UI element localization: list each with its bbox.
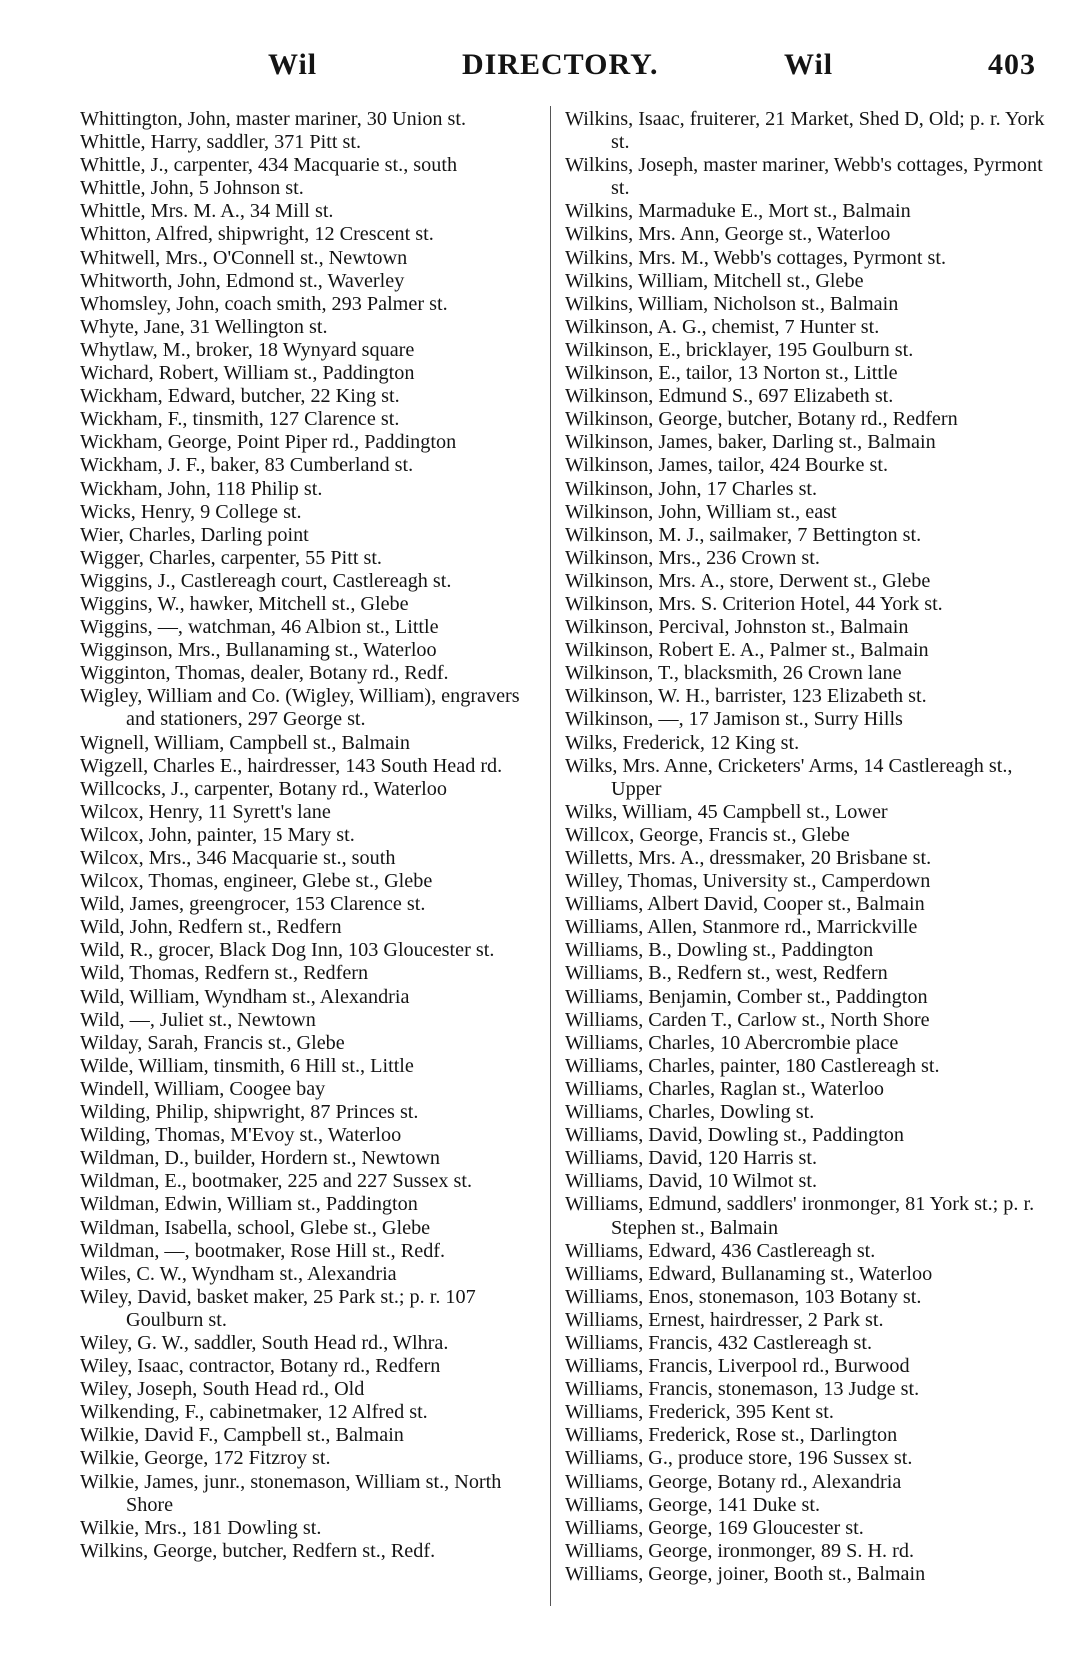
directory-entry: Wilkins, Marmaduke E., Mort st., Balmain [565, 200, 911, 223]
directory-entry: Wilks, William, 45 Campbell st., Lower [565, 800, 888, 823]
directory-entry: Whitwell, Mrs., O'Connell st., Newtown [80, 246, 408, 269]
directory-entry: Wilkinson, James, baker, Darling st., Balmain [565, 431, 936, 454]
directory-entry: Willcocks, J., carpenter, Botany rd., Waterloo [80, 777, 447, 800]
directory-entry: Williams, Charles, painter, 180 Castlereagh st. [565, 1054, 940, 1077]
directory-entry: Wild, Thomas, Redfern st., Redfern [80, 962, 369, 985]
directory-entry: Williams, Francis, stonemason, 13 Judge st. [565, 1378, 920, 1401]
directory-entry: Wigzell, Charles E., hairdresser, 143 South Head rd. [80, 754, 503, 777]
directory-entry: Wildman, Isabella, school, Glebe st., Glebe [80, 1216, 431, 1239]
directory-entry: Williams, Edmund, saddlers' ironmonger, 81 York st.; p. r. Stephen st., Balmain [565, 1193, 1035, 1239]
directory-entry: Wier, Charles, Darling point [80, 523, 309, 546]
directory-entry: Williams, Charles, 10 Abercrombie place [565, 1031, 899, 1054]
column-divider [550, 106, 551, 1606]
directory-entry: Wild, R., grocer, Black Dog Inn, 103 Gloucester st. [80, 939, 495, 962]
directory-entry: Wiggins, J., Castlereagh court, Castlereagh st. [80, 569, 452, 592]
directory-entry: Wild, John, Redfern st., Redfern [80, 916, 342, 939]
directory-entry: Williams, George, joiner, Booth st., Balmain [565, 1562, 926, 1585]
directory-entry: Wilkie, James, junr., stonemason, William st., North Shore [80, 1470, 502, 1516]
directory-entry: Wichard, Robert, William st., Paddington [80, 362, 415, 385]
directory-entry: Whittle, John, 5 Johnson st. [80, 177, 304, 200]
directory-entry: Willcox, George, Francis st., Glebe [565, 823, 850, 846]
header-right-guide-word: Wil [784, 48, 834, 81]
directory-entry: Wild, William, Wyndham st., Alexandria [80, 985, 410, 1008]
directory-entry: Wilday, Sarah, Francis st., Glebe [80, 1031, 345, 1054]
directory-entry: Wilkinson, W. H., barrister, 123 Elizabeth st. [565, 685, 927, 708]
directory-entry: Wilkinson, John, William st., east [565, 500, 837, 523]
directory-entry: Wiggins, W., hawker, Mitchell st., Glebe [80, 592, 409, 615]
directory-entry: Wiley, Isaac, contractor, Botany rd., Redfern [80, 1355, 441, 1378]
directory-entry: Wilkie, Mrs., 181 Dowling st. [80, 1516, 322, 1539]
directory-entry: Wignell, William, Campbell st., Balmain [80, 731, 410, 754]
directory-entry: Wildman, E., bootmaker, 225 and 227 Sussex st. [80, 1170, 472, 1193]
directory-entry: Wilcox, Thomas, engineer, Glebe st., Glebe [80, 870, 433, 893]
directory-entry: Wilkie, George, 172 Fitzroy st. [80, 1447, 331, 1470]
directory-entry: Wilkinson, Percival, Johnston st., Balmain [565, 616, 909, 639]
directory-entry: Wilcox, Mrs., 346 Macquarie st., south [80, 847, 396, 869]
directory-entry: Williams, George, 141 Duke st. [565, 1493, 821, 1516]
directory-entry: Williams, Ernest, hairdresser, 2 Park st. [565, 1308, 884, 1331]
right-column [565, 108, 1045, 1586]
directory-entry: Wilkinson, John, 17 Charles st. [565, 477, 818, 500]
directory-entry: Wildman, —, bootmaker, Rose Hill st., Redf. [80, 1239, 446, 1262]
directory-entry: Williams, David, 120 Harris st. [565, 1147, 818, 1170]
left-column [80, 108, 542, 1563]
directory-entry: Williams, Allen, Stanmore rd., Marrickville [565, 916, 918, 939]
directory-entry: Willey, Thomas, University st., Camperdown [565, 870, 931, 893]
directory-entry: Whittington, John, master mariner, 30 Union st. [80, 108, 467, 130]
directory-entry: Wigginton, Thomas, dealer, Botany rd., Redf. [80, 662, 449, 685]
directory-entry: Williams, Carden T., Carlow st., North Shore [565, 1008, 930, 1031]
directory-entry: Whitton, Alfred, shipwright, 12 Crescent st. [80, 223, 434, 246]
directory-entry: Wilkins, Mrs. M., Webb's cottages, Pyrmont st. [565, 246, 947, 269]
directory-entry: Whomsley, John, coach smith, 293 Palmer st. [80, 292, 448, 315]
directory-entry: Wilkinson, T., blacksmith, 26 Crown lane [565, 662, 902, 685]
directory-entry: Wilkinson, Mrs. S. Criterion Hotel, 44 York st. [565, 592, 943, 615]
directory-entry: Whittle, J., carpenter, 434 Macquarie st., south [80, 154, 458, 177]
directory-entry: Wilks, Mrs. Anne, Cricketers' Arms, 14 Castlereagh st., Upper [565, 754, 1013, 800]
directory-entry: Wilkins, George, butcher, Redfern st., Redf. [80, 1539, 436, 1562]
directory-entry: Wilkinson, E., tailor, 13 Norton st., Little [565, 362, 898, 385]
page-number: 403 [988, 48, 1036, 81]
directory-entry: Wilkinson, James, tailor, 424 Bourke st. [565, 454, 889, 477]
directory-entry: Williams, Albert David, Cooper st., Balmain [565, 893, 925, 916]
directory-entry: Wickham, Edward, butcher, 22 King st. [80, 385, 400, 408]
directory-entry: Wilkins, William, Nicholson st., Balmain [565, 292, 899, 315]
directory-entry: Williams, Benjamin, Comber st., Paddington [565, 985, 928, 1008]
directory-entry: Wild, —, Juliet st., Newtown [80, 1008, 316, 1031]
directory-entry: Williams, David, 10 Wilmot st. [565, 1170, 818, 1193]
directory-entry: Wilkending, F., cabinetmaker, 12 Alfred st. [80, 1401, 428, 1424]
directory-entry: Williams, Edward, Bullanaming st., Waterloo [565, 1262, 933, 1285]
directory-entry: Williams, Edward, 436 Castlereagh st. [565, 1239, 876, 1262]
directory-entry: Williams, George, ironmonger, 89 S. H. rd. [565, 1539, 914, 1562]
directory-entry: Whittle, Harry, saddler, 371 Pitt st. [80, 131, 362, 154]
directory-entry: Willetts, Mrs. A., dressmaker, 20 Brisbane st. [565, 847, 932, 869]
directory-entry: Williams, Charles, Raglan st., Waterloo [565, 1077, 885, 1100]
directory-entry: Wiley, David, basket maker, 25 Park st.; p. r. 107 Goulburn st. [80, 1285, 476, 1331]
directory-entry: Wickham, John, 118 Philip st. [80, 477, 323, 500]
directory-entry: Windell, William, Coogee bay [80, 1077, 326, 1100]
page-header [78, 48, 1038, 96]
directory-entry: Wild, James, greengrocer, 153 Clarence st. [80, 893, 426, 916]
directory-entry: Wilding, Philip, shipwright, 87 Princes st. [80, 1101, 419, 1124]
directory-entry: Williams, Frederick, 395 Kent st. [565, 1401, 834, 1424]
directory-entry: Wilkinson, Mrs. A., store, Derwent st., Glebe [565, 569, 931, 592]
directory-entry: Wilkinson, E., bricklayer, 195 Goulburn st. [565, 338, 914, 361]
directory-entry: Wilkinson, Mrs., 236 Crown st. [565, 546, 820, 569]
directory-entry: Williams, Enos, stonemason, 103 Botany st. [565, 1285, 922, 1308]
directory-entry: Williams, George, 169 Gloucester st. [565, 1516, 864, 1539]
directory-entry: Williams, G., produce store, 196 Sussex st. [565, 1447, 913, 1470]
directory-entry: Williams, George, Botany rd., Alexandria [565, 1470, 902, 1493]
directory-entry: Wicks, Henry, 9 College st. [80, 500, 302, 523]
directory-entry: Wilding, Thomas, M'Evoy st., Waterloo [80, 1124, 402, 1147]
directory-entry: Wilkinson, M. J., sailmaker, 7 Bettington st. [565, 523, 922, 546]
header-title: DIRECTORY. [462, 48, 659, 81]
directory-entry: Wickham, J. F., baker, 83 Cumberland st. [80, 454, 414, 477]
directory-entry: Wilks, Frederick, 12 King st. [565, 731, 800, 754]
directory-entry: Whytlaw, M., broker, 18 Wynyard square [80, 338, 415, 361]
directory-entry: Wilkins, Joseph, master mariner, Webb's cottages, Pyrmont st. [565, 154, 1043, 200]
directory-entry: Wilkins, Isaac, fruiterer, 21 Market, Shed D, Old; p. r. York st. [565, 108, 1045, 154]
directory-entry: Wiles, C. W., Wyndham st., Alexandria [80, 1262, 397, 1285]
directory-entry: Wickham, George, Point Piper rd., Paddington [80, 431, 457, 454]
directory-entry: Williams, B., Dowling st., Paddington [565, 939, 874, 962]
directory-entry: Wilkinson, A. G., chemist, 7 Hunter st. [565, 315, 880, 338]
directory-entry: Wildman, Edwin, William st., Paddington [80, 1193, 418, 1216]
directory-entry: Wigley, William and Co. (Wigley, William), engravers and stationers, 297 George st. [80, 685, 520, 731]
directory-entry: Wilkinson, —, 17 Jamison st., Surry Hills [565, 708, 903, 731]
directory-entry: Wigginson, Mrs., Bullanaming st., Waterloo [80, 639, 437, 662]
directory-entry: Wilkins, William, Mitchell st., Glebe [565, 269, 864, 292]
directory-entry: Whittle, Mrs. M. A., 34 Mill st. [80, 200, 334, 223]
directory-entry: Wiley, G. W., saddler, South Head rd., Wlhra. [80, 1331, 449, 1354]
directory-entry: Wilkinson, George, butcher, Botany rd., Redfern [565, 408, 958, 431]
directory-entry: Wilcox, Henry, 11 Syrett's lane [80, 800, 331, 823]
directory-entry: Whitworth, John, Edmond st., Waverley [80, 269, 405, 292]
directory-entry: Williams, David, Dowling st., Paddington [565, 1124, 904, 1147]
directory-entry: Wilcox, John, painter, 15 Mary st. [80, 823, 355, 846]
header-left-guide-word: Wil [268, 48, 318, 81]
directory-entry: Williams, Francis, 432 Castlereagh st. [565, 1331, 872, 1354]
directory-entry: Wilkinson, Robert E. A., Palmer st., Balmain [565, 639, 929, 662]
directory-entry: Wilkie, David F., Campbell st., Balmain [80, 1424, 404, 1447]
directory-entry: Williams, B., Redfern st., west, Redfern [565, 962, 888, 985]
directory-entry: Williams, Francis, Liverpool rd., Burwood [565, 1355, 910, 1378]
directory-entry: Wiggins, —, watchman, 46 Albion st., Little [80, 616, 439, 639]
directory-entry: Whyte, Jane, 31 Wellington st. [80, 315, 328, 338]
directory-entry: Wigger, Charles, carpenter, 55 Pitt st. [80, 546, 382, 569]
directory-entry: Wickham, F., tinsmith, 127 Clarence st. [80, 408, 400, 431]
directory-entry: Wildman, D., builder, Hordern st., Newtown [80, 1147, 441, 1170]
directory-entry: Wilde, William, tinsmith, 6 Hill st., Little [80, 1054, 414, 1077]
directory-entry: Williams, Frederick, Rose st., Darlington [565, 1424, 898, 1447]
directory-entry: Williams, Charles, Dowling st. [565, 1101, 815, 1124]
directory-entry: Wilkinson, Edmund S., 697 Elizabeth st. [565, 385, 894, 408]
directory-entry: Wiley, Joseph, South Head rd., Old [80, 1378, 365, 1401]
directory-entry: Wilkins, Mrs. Ann, George st., Waterloo [565, 223, 891, 246]
